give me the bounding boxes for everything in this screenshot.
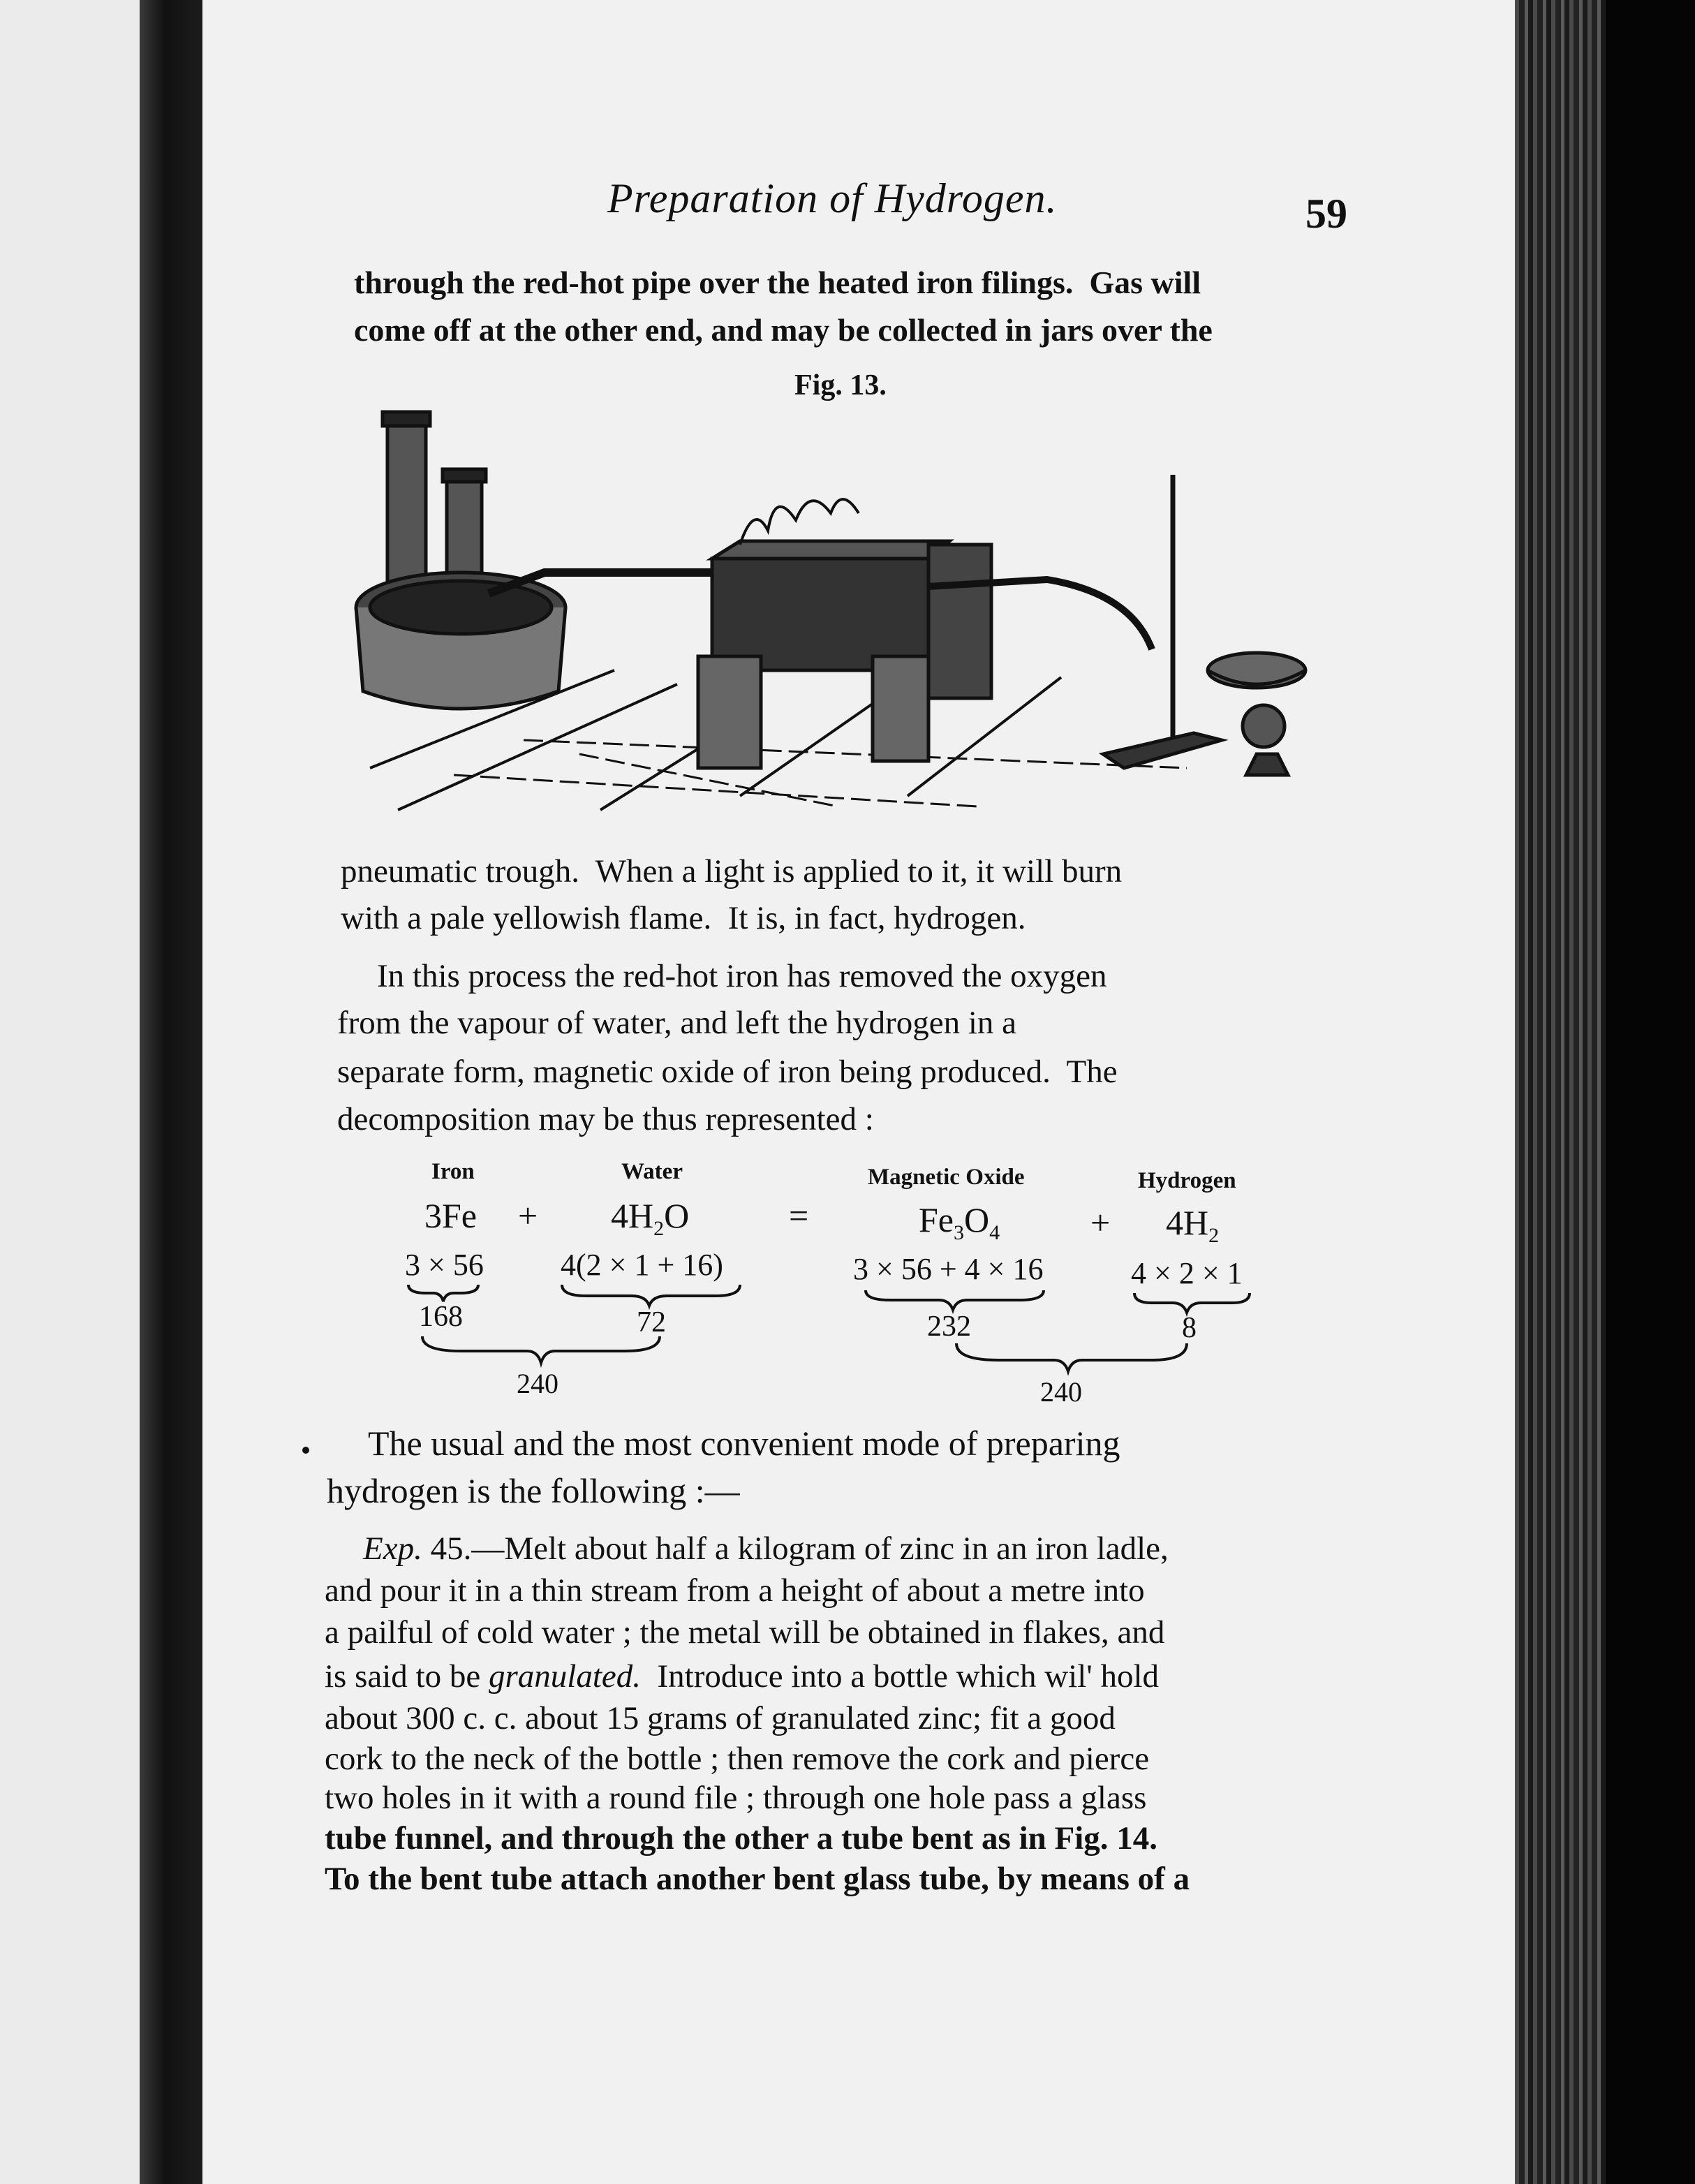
text-line: The usual and the most convenient mode of preparing (368, 1424, 1120, 1463)
text-line: and pour it in a thin stream from a height of about a metre into (325, 1572, 1145, 1609)
figure-caption: Fig. 13. (794, 369, 887, 401)
text-line: come off at the other end, and may be collected in jars over the (354, 312, 1213, 348)
weight-water: 4(2 × 1 + 16) (561, 1248, 723, 1282)
page-number: 59 (1305, 191, 1347, 237)
text-line: To the bent tube attach another bent glass tube, by means of a (325, 1861, 1190, 1897)
scan-border (1606, 0, 1695, 2184)
text-line: cork to the neck of the bottle ; then remove the cork and pierce (325, 1741, 1150, 1777)
equation-label-water: Water (621, 1159, 683, 1184)
sum-hydrogen: 8 (1182, 1312, 1197, 1344)
equation-label-iron: Iron (431, 1159, 475, 1184)
weight-hydrogen: 4 × 2 × 1 (1131, 1256, 1243, 1290)
text-line: from the vapour of water, and left the hydrogen in a (337, 1005, 1017, 1041)
text-line: hydrogen is the following :— (327, 1471, 740, 1510)
sum-water: 72 (637, 1306, 666, 1338)
formula-iron: 3Fe (424, 1196, 477, 1235)
text-line: about 300 c. c. about 15 grams of granulated zinc; fit a good (325, 1700, 1116, 1736)
equation-label-hydrogen: Hydrogen (1138, 1168, 1236, 1193)
text-line: tube funnel, and through the other a tube bent as in Fig. 14. (325, 1820, 1158, 1857)
book-gutter (140, 0, 202, 2184)
plus-sign: + (1090, 1203, 1111, 1242)
text-line: a pailful of cold water ; the metal will be obtained in flakes, and (325, 1614, 1165, 1651)
weight-iron: 3 × 56 (405, 1248, 484, 1282)
running-title: Preparation of Hydrogen. (607, 175, 1058, 221)
formula-magnetic-oxide: $Fe_3O_4$ (919, 1200, 1000, 1244)
formula-hydrogen: $4H_2$ (1166, 1203, 1220, 1247)
formula-water: $4H_2O$ (611, 1196, 690, 1240)
total-products: 240 (1040, 1376, 1082, 1408)
experiment-label: Exp. (363, 1530, 422, 1567)
figure-13-apparatus (349, 405, 1326, 824)
text-line: through the red-hot pipe over the heated iron filings. Gas will (354, 265, 1201, 300)
sum-magnetic-oxide: 232 (927, 1311, 971, 1343)
margin-mark (302, 1447, 309, 1454)
facing-page-edge (0, 0, 140, 2184)
text-line: In this process the red-hot iron has removed the oxygen (377, 958, 1107, 994)
weight-magnetic-oxide: 3 × 56 + 4 × 16 (853, 1252, 1044, 1286)
sum-iron: 168 (419, 1301, 463, 1333)
text-line: decomposition may be thus represented : (337, 1101, 874, 1137)
text-line: two holes in it with a round file ; through one hole pass a glass (325, 1780, 1147, 1816)
equation-label-magnetic-oxide: Magnetic Oxide (868, 1165, 1025, 1190)
experiment-line: Exp. 45.—Melt about half a kilogram of zinc in an iron ladle, (363, 1530, 1169, 1567)
total-reactants: 240 (517, 1368, 558, 1399)
emphasis: granulated. (488, 1658, 642, 1695)
equals-sign: = (789, 1196, 809, 1235)
text-line: is said to be granulated. Introduce into a bottle which wil' hold (325, 1658, 1160, 1695)
plus-sign: + (518, 1196, 538, 1235)
text-line: with a pale yellowish flame. It is, in fact, hydrogen. (341, 900, 1026, 936)
text-line: pneumatic trough. When a light is applied to it, it will burn (341, 853, 1123, 890)
text-line: separate form, magnetic oxide of iron being produced. The (337, 1054, 1118, 1090)
